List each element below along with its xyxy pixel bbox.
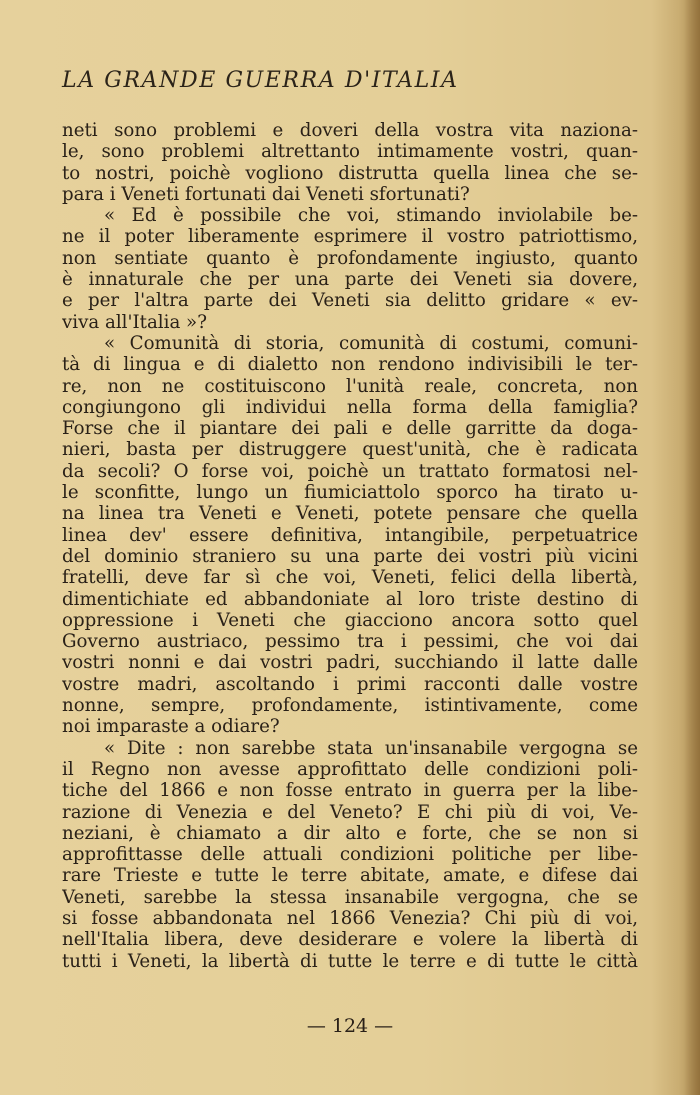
text-line: to nostri, poichè vogliono distrutta quella linea che se- bbox=[62, 162, 638, 184]
text-line: da secoli? O forse voi, poichè un trattato formatosi nel- bbox=[62, 460, 638, 482]
text-line: razione di Venezia e del Veneto? E chi più di voi, Ve- bbox=[62, 801, 638, 823]
body-text bbox=[62, 120, 638, 972]
text-line: le, sono problemi altrettanto intimamente vostri, quan- bbox=[62, 141, 638, 163]
text-line: tà di lingua e di dialetto non rendono indivisibili le ter- bbox=[62, 354, 638, 376]
text-line: è innaturale che per una parte dei Veneti sia dovere, bbox=[62, 269, 638, 291]
text-line: « Dite : non sarebbe stata un'insanabile vergogna se bbox=[104, 737, 638, 759]
text-line: Veneti, sarebbe la stessa insanabile vergogna, che se bbox=[62, 886, 638, 908]
text-line: « Ed è possibile che voi, stimando inviolabile be- bbox=[104, 205, 638, 227]
paragraph bbox=[62, 120, 638, 205]
text-line: Forse che il piantare dei pali e delle garritte da doga- bbox=[62, 418, 638, 440]
text-line: fratelli, deve far sì che voi, Veneti, felici della libertà, bbox=[62, 567, 638, 589]
text-line: e per l'altra parte dei Veneti sia delitto gridare « ev- bbox=[62, 290, 638, 312]
text-line: il Regno non avesse approfittato delle condizioni poli- bbox=[62, 758, 638, 780]
text-line: oppressione i Veneti che giacciono ancora sotto quel bbox=[62, 609, 638, 631]
text-line: del dominio straniero su una parte dei vostri più vicini bbox=[62, 545, 638, 567]
text-line: linea dev' essere definitiva, intangibile, perpetuatrice bbox=[62, 524, 638, 546]
text-line: approfittasse delle attuali condizioni politiche per libe- bbox=[62, 844, 638, 866]
text-line: noi imparaste a odiare? bbox=[62, 716, 280, 738]
text-line: viva all'Italia »? bbox=[62, 311, 207, 333]
text-line: ne il poter liberamente esprimere il vostro patriottismo, bbox=[62, 226, 638, 248]
text-line: nieri, basta per distruggere quest'unità, che è radicata bbox=[62, 439, 638, 461]
text-line: nell'Italia libera, deve desiderare e volere la libertà di bbox=[62, 929, 638, 951]
text-line: Governo austriaco, pessimo tra i pessimi, che voi dai bbox=[62, 631, 638, 653]
text-line: nonne, sempre, profondamente, istintivamente, come bbox=[62, 695, 638, 717]
paragraph bbox=[62, 333, 638, 738]
text-line: dimentichiate ed abbandoniate al loro triste destino di bbox=[62, 588, 638, 610]
text-line: « Comunità di storia, comunità di costumi, comuni- bbox=[104, 332, 638, 354]
text-line: le sconfitte, lungo un fiumiciattolo sporco ha tirato u- bbox=[62, 482, 638, 504]
text-line: vostre madri, ascoltando i primi racconti dalle vostre bbox=[62, 673, 638, 695]
text-line: neziani, è chiamato a dir alto e forte, che se non si bbox=[62, 822, 638, 844]
text-line: non sentiate quanto è profondamente ingiusto, quanto bbox=[62, 247, 638, 269]
text-line: vostri nonni e dai vostri padri, succhiando il latte dalle bbox=[62, 652, 638, 674]
page-edge-shadow bbox=[684, 0, 700, 1095]
paragraph bbox=[62, 205, 638, 333]
paragraph bbox=[62, 738, 638, 972]
text-line: para i Veneti fortunati dai Veneti sfortunati? bbox=[62, 183, 470, 205]
text-line: si fosse abbandonata nel 1866 Venezia? Chi più di voi, bbox=[62, 907, 638, 929]
text-line: tutti i Veneti, la libertà di tutte le terre e di tutte le città bbox=[62, 950, 638, 972]
text-line: congiungono gli individui nella forma della famiglia? bbox=[62, 396, 638, 418]
text-line: tiche del 1866 e non fosse entrato in guerra per la libe- bbox=[62, 780, 638, 802]
text-line: re, non ne costituiscono l'unità reale, concreta, non bbox=[62, 375, 638, 397]
text-line: rare Trieste e tutte le terre abitate, amate, e difese dai bbox=[62, 865, 638, 887]
running-head: LA GRANDE GUERRA D'ITALIA bbox=[62, 68, 459, 93]
text-line: na linea tra Veneti e Veneti, potete pensare che quella bbox=[62, 503, 638, 525]
page-number: — 124 — bbox=[306, 1015, 394, 1037]
text-line: neti sono problemi e doveri della vostra vita naziona- bbox=[62, 120, 638, 141]
